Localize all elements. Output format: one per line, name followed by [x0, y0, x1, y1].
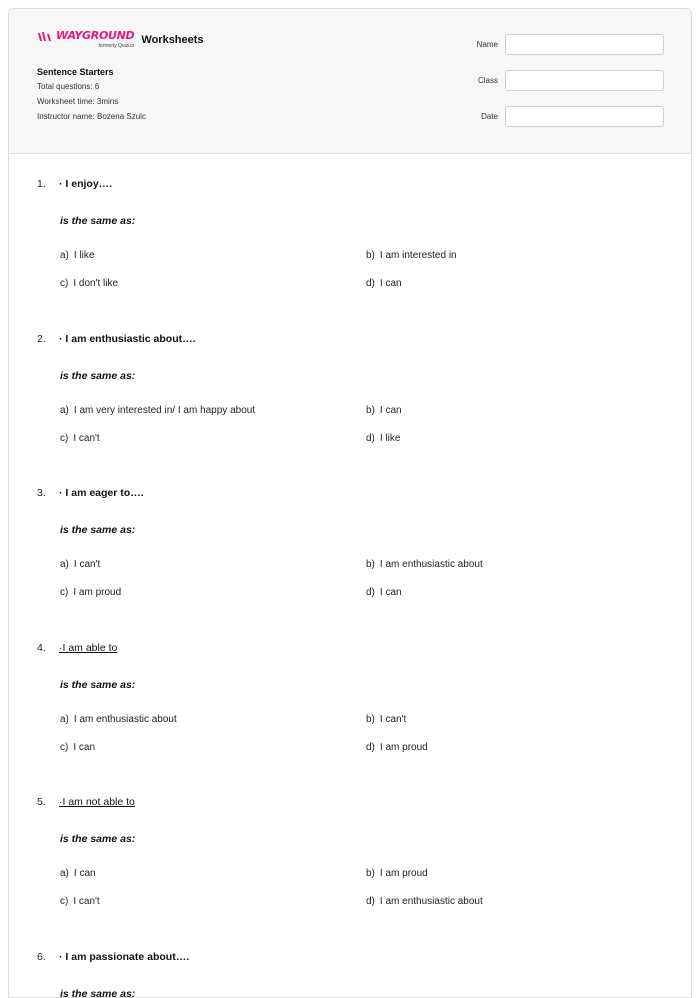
student-fields [444, 34, 664, 142]
option-letter: c) [60, 896, 68, 907]
worksheet-time: Worksheet time: 3mins [37, 97, 146, 107]
answer-option [60, 249, 366, 263]
question-number: 3. [37, 486, 59, 500]
option-text: I am proud [380, 868, 428, 879]
question-header [37, 177, 677, 191]
option-text: I can [380, 278, 402, 289]
class-input[interactable] [505, 70, 664, 91]
option-text: I can [380, 405, 402, 416]
option-text: I can [380, 587, 402, 598]
option-letter: d) [366, 587, 375, 598]
option-text: I am proud [380, 742, 428, 753]
option-letter: a) [60, 405, 69, 416]
question-subprompt: is the same as: [60, 369, 677, 383]
question-header [37, 486, 677, 500]
answer-option [366, 432, 646, 446]
answer-option [366, 895, 646, 909]
answer-option [366, 867, 646, 881]
question-number: 1. [37, 177, 59, 191]
option-letter: d) [366, 278, 375, 289]
answer-option [60, 867, 366, 881]
question-header [37, 950, 677, 964]
wayground-logo [37, 30, 134, 49]
option-letter: a) [60, 714, 69, 725]
option-text: I am interested in [380, 250, 457, 261]
question-prompt: · I am enthusiastic about…. [59, 332, 196, 346]
option-text: I am very interested in/ I am happy about [74, 405, 255, 416]
answer-option [366, 713, 646, 727]
answer-option [60, 895, 366, 909]
class-label: Class [478, 76, 498, 85]
question-item [37, 641, 677, 796]
option-text: I don't like [73, 278, 118, 289]
name-row [444, 34, 664, 55]
logo-subtext: formerly Quizizz [99, 43, 135, 49]
question-prompt: · I enjoy…. [59, 177, 112, 191]
name-label: Name [477, 40, 498, 49]
answer-options [60, 249, 677, 291]
option-letter: c) [60, 587, 68, 598]
worksheet-page [8, 8, 692, 998]
option-text: I can't [73, 433, 99, 444]
option-text: I am enthusiastic about [380, 559, 483, 570]
question-prompt: ·I am able to [59, 641, 117, 655]
option-letter: a) [60, 250, 69, 261]
answer-option [60, 404, 366, 418]
class-row [444, 70, 664, 91]
option-text: I can't [73, 896, 99, 907]
answer-options [60, 867, 677, 909]
instructor-name: Instructor name: Bozena Szulc [37, 112, 146, 122]
option-letter: b) [366, 868, 375, 879]
date-input[interactable] [505, 106, 664, 127]
product-title: Worksheets [141, 34, 203, 46]
date-row [444, 106, 664, 127]
question-prompt: · I am passionate about…. [59, 950, 189, 964]
option-text: I am proud [73, 587, 121, 598]
option-letter: a) [60, 559, 69, 570]
worksheet-meta [37, 67, 146, 127]
question-subprompt: is the same as: [60, 678, 677, 692]
name-input[interactable] [505, 34, 664, 55]
total-questions: Total questions: 6 [37, 82, 146, 92]
answer-option [60, 741, 366, 755]
option-text: I can't [74, 559, 100, 570]
option-letter: c) [60, 433, 68, 444]
option-text: I am enthusiastic about [380, 896, 483, 907]
option-text: I can [74, 868, 96, 879]
question-item [37, 177, 677, 332]
answer-option [366, 741, 646, 755]
answer-option [366, 404, 646, 418]
option-text: I am enthusiastic about [74, 714, 177, 725]
question-header [37, 332, 677, 346]
answer-option [366, 558, 646, 572]
answer-options [60, 713, 677, 755]
answer-option [60, 713, 366, 727]
option-text: I like [74, 250, 95, 261]
question-subprompt: is the same as: [60, 214, 677, 228]
answer-option [60, 277, 366, 291]
option-letter: b) [366, 405, 375, 416]
logo-wordmark: WAYGROUND [56, 30, 134, 42]
question-item [37, 795, 677, 950]
question-subprompt: is the same as: [60, 523, 677, 537]
question-list [37, 177, 677, 998]
question-subprompt: is the same as: [60, 832, 677, 846]
option-letter: d) [366, 433, 375, 444]
option-letter: b) [366, 714, 375, 725]
answer-option [60, 558, 366, 572]
question-item [37, 332, 677, 487]
option-letter: b) [366, 559, 375, 570]
question-item [37, 486, 677, 641]
question-item [37, 950, 677, 998]
answer-options [60, 558, 677, 600]
option-letter: a) [60, 868, 69, 879]
option-letter: c) [60, 278, 68, 289]
question-number: 2. [37, 332, 59, 346]
option-text: I like [380, 433, 401, 444]
option-letter: b) [366, 250, 375, 261]
option-letter: d) [366, 896, 375, 907]
question-prompt: · I am eager to…. [59, 486, 144, 500]
worksheet-title: Sentence Starters [37, 67, 146, 77]
answer-option [60, 586, 366, 600]
option-letter: c) [60, 742, 68, 753]
answer-option [60, 432, 366, 446]
option-text: I can [73, 742, 95, 753]
question-header [37, 641, 677, 655]
answer-option [366, 249, 646, 263]
question-number: 4. [37, 641, 59, 655]
question-subprompt: is the same as: [60, 987, 677, 998]
question-header [37, 795, 677, 809]
answer-option [366, 277, 646, 291]
option-text: I can't [380, 714, 406, 725]
question-prompt: ·I am not able to [59, 795, 135, 809]
question-number: 6. [37, 950, 59, 964]
question-number: 5. [37, 795, 59, 809]
answer-option [366, 586, 646, 600]
wayground-mark-icon [37, 31, 53, 42]
brand [37, 30, 204, 49]
answer-options [60, 404, 677, 446]
option-letter: d) [366, 742, 375, 753]
date-label: Date [481, 112, 498, 121]
worksheet-header [9, 9, 691, 154]
